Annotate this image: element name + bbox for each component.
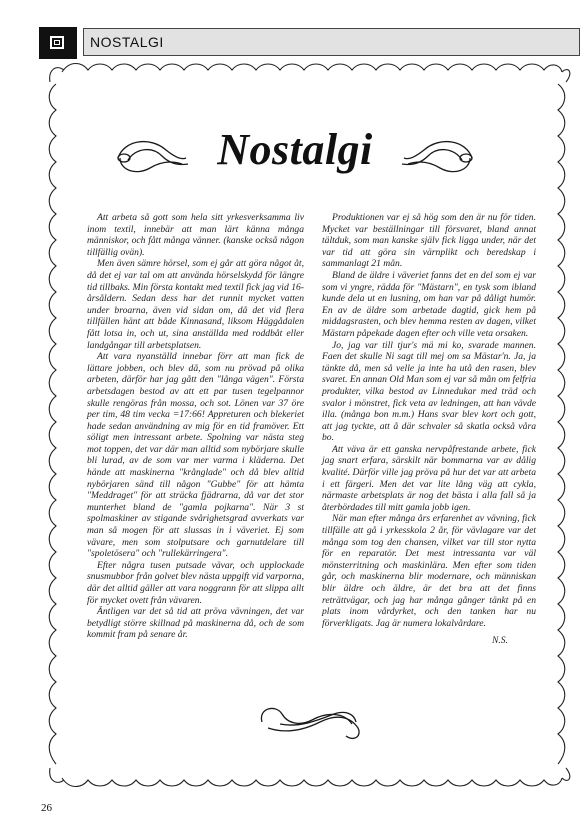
paragraph: Efter några tusen putsade vävar, och upplockade snusmubbor från golvet blev nästa uppgift vid varporna, där det alltid gäller att vara noggrann för att slippa allt för mycket ovett från vävaren. [87, 559, 304, 606]
border-bottom-scroll [62, 778, 562, 787]
paragraph: Äntligen var det så tid att pröva vävningen, det var betydligt större skillnad på maskinerna då, och de som kommit fram på senare år. [87, 606, 304, 641]
paragraph: Bland de äldre i väveriet fanns det en del som ej var som vi yngre, rädda för "Mästarn", en tysk som ibland kunde dela ut en lusning, om han var på dåligt humör. En av de äldre som arbetade dagtid, gick hem på middagsrasten, och blev hemma resten av dagen, vilket Mästarn påpekade dagen efter och ville veta orsaken. [322, 269, 536, 339]
paragraph: Produktionen var ej så hög som den är nu för tiden. Mycket var beställningar till försvaret, bland annat tältduk, som man kanske själv fick ligga under, när det var tid att göra sin värnplikt och beredskap i sammanlagt 21 mån. [322, 212, 536, 270]
paragraph: Jo, jag var till tjur's mä mi ko, svarade mannen. Faen det skulle Ni sagt till mej om sa Mästar'n. Ja, ja tänkte då, men så velle ja inte ha utå den rasen, blev svaret. En annan Old Man som ej var så mån om felfria produkter, vilka bestod av Linnedukar med träd och svalor i mönstret, fick veta av ledningen, att han vävde illa. (många bon m.m.) Hans svar blev kort och gott, att jag tyckte, att å där schvaler så skatla också våra bo. [322, 339, 536, 444]
title-flourish-right [402, 142, 472, 172]
border-right-scroll [558, 84, 565, 764]
paragraph: Att arbeta så gott som hela sitt yrkesverksamma liv inom textil, innebär att man lärt känna många människor, och fått många vänner. (kanske också någon tillfällig ovän). [87, 212, 304, 258]
article-title: Nostalgi [217, 125, 373, 174]
article-column-left [87, 212, 304, 641]
paragraph: Men även sämre hörsel, som ej går att göra något åt, då det ej var tal om att använda hörselskydd för längre tid tillbaks. Min första kontakt med textil fick jag vid 16-årsåldern. Sedan dess har det runnit mycket vatten under broarna, även vid sidan om, då det vid flera tillfällen hänt att både Kinnasand, liksom Häggådalen fått lotsa in, och ut, sina anställda med roddbåt eller landgångar till arbetsplatsen. [87, 258, 304, 351]
border-left-scroll [49, 84, 56, 764]
bottom-flourish [261, 708, 359, 738]
page-number: 26 [41, 802, 52, 814]
paragraph: När man efter många års erfarenhet av vävning, fick tillfälle att gå i yrkesskola 2 år, för vävlagare var det många som tog den chansen, vilket var till stor nytta för en reparatör. Det mest intressanta var väl mönsterritning och maskinlära. Men efter som tiden går, och maskinerna blir modernare, och människan blir äldre och äldre, är det bra att det finns reträttvägar, och jag har många gånger tänkt på en plats inom vårdyrket, och den tanken har nu förverkligats. Jag är numera lokalvårdare. [322, 513, 536, 629]
article-column-right [322, 212, 536, 647]
paragraph: Att väva är ett ganska nervpåfrestande arbete, fick jag snart erfara, särskilt när bommarna var av dålig kvalité. Därför ville jag pröva på hur det var att arbeta i ett färgeri. Men det var lite lång väg att cykla, närmaste arbetsplats är nog det bästa i alla fall så ja återbördades till mitt gamla jobb igen. [322, 443, 536, 513]
title-flourish-left [118, 142, 188, 172]
section-title: NOSTALGI [90, 34, 164, 50]
border-top-scroll [62, 64, 562, 73]
author-signature: N.S. [492, 635, 508, 647]
paragraph: Att vara nyanställd innebar förr att man fick de lättare jobben, och blev då, som nu prövad på olika arbeten, därför har jag gått den "långa vägen". Första arbetsdagen bestod av att ett par tusen tegelpannor skulle rengöras från mossa, och sot. Lönen var 37 öre per tim, 48 tim vecka =17:66! Appreturen och blekeriet hade sedan användning av mig för en tid framöver. Ett söligt men intressant arbete. Spolning var nästa steg mot toppen, det var där man alltid som nybörjare skulle bli lurad, av de som var mer varma i kläderna. Det hände att maskinerna "krånglade" och då blev alltid nybörjaren sänd till någon "Gubbe" för att hämta "Meddraget" för att sträcka fjädrarna, då var det stor munterhet bland de "gamla pojkarna". När 3 st spolmaskiner av stigande svårighetsgrad avverkats var man så mogen för att slussas in i väveriet. Ej som vävare, men som stolputsare och garnutdelare till "spoletösera" och "rullekärringera". [87, 351, 304, 560]
